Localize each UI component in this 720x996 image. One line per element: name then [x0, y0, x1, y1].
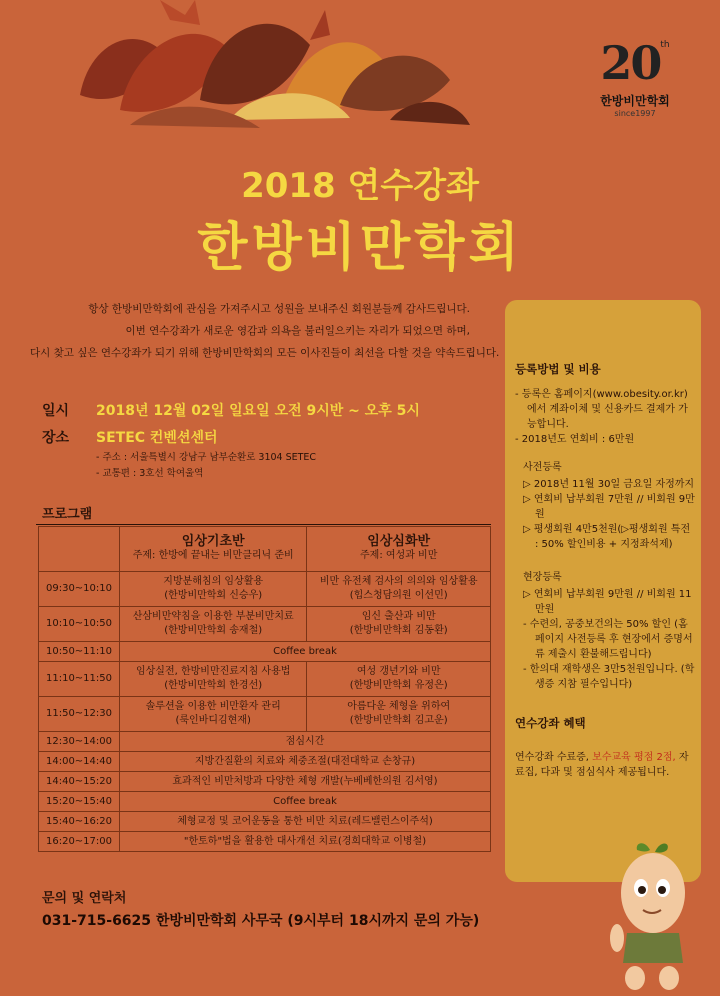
schedule-session [307, 572, 491, 607]
schedule-session-full: "한토하"법을 활용한 대사개선 치료(경희대학교 이병철) [120, 832, 491, 852]
schedule-row [39, 752, 491, 772]
column-title: 임상심화반 [367, 534, 431, 549]
page-title: 한방비만학회 [197, 218, 523, 278]
benefit-text [515, 750, 695, 780]
venue-address: - 주소 : 서울특별시 강남구 남부순환로 3104 SETEC [96, 452, 317, 463]
intro-line: 다시 찾고 싶은 연수강좌가 되기 위해 한방비만학회의 모든 이사진들이 최선을 다할 것을 약속드립니다. [30, 347, 500, 359]
schedule-session [307, 607, 491, 642]
date-value: 2018년 12월 02일 일요일 오전 9시반 ~ 오후 5시 [96, 403, 420, 419]
session-speaker: (한방비만학회 신승우) [164, 590, 263, 601]
schedule-time: 15:20~15:40 [39, 792, 120, 812]
intro-paragraph [30, 298, 500, 364]
schedule-row [39, 812, 491, 832]
schedule-session-full: 체형교정 및 코어운동을 통한 비만 치료(레드밸런스이주석) [120, 812, 491, 832]
logo-since: since1997 [614, 109, 656, 118]
autumn-leaves-illustration [60, 0, 480, 135]
schedule-time: 12:30~14:00 [39, 732, 120, 752]
info-line: ▷ 연회비 납부회원 9만원 // 비회원 11만원 [523, 589, 692, 615]
schedule-session [120, 662, 307, 697]
session-speaker: (룩인바디김현재) [175, 715, 251, 726]
session-speaker: (한방비만학회 유정은) [349, 680, 448, 691]
logo-suffix: th [660, 40, 670, 50]
venue-transit: - 교통편 : 3호선 학여울역 [96, 468, 204, 479]
intro-line: 항상 한방비만학회에 관심을 가져주시고 성원을 보내주신 회원분들께 감사드립니다. [88, 303, 470, 315]
column-header-basic [120, 527, 307, 572]
benefit-text-part: 자료집, 다과 및 점심식사 제공됩니다. [515, 752, 689, 778]
schedule-session [307, 662, 491, 697]
schedule-session-full: Coffee break [120, 792, 491, 812]
session-title: 솔루션을 이용한 비만환자 관리 [145, 701, 281, 712]
info-line: ▷ 연회비 납부회원 7만원 // 비회원 9만원 [523, 494, 695, 520]
schedule-time: 09:30~10:10 [39, 572, 120, 607]
schedule-row [39, 572, 491, 607]
contact-value: 031-715-6625 한방비만학회 사무국 (9시부터 18시까지 문의 가능) [42, 913, 480, 929]
schedule-body [39, 572, 491, 852]
schedule-session [120, 572, 307, 607]
time-header [39, 527, 120, 572]
session-speaker: (힙스청담의원 이선민) [349, 590, 448, 601]
session-title: 아름다운 체형을 위하여 [347, 701, 451, 712]
logo-number: 20 [600, 36, 661, 90]
schedule-time: 10:10~10:50 [39, 607, 120, 642]
schedule-time: 11:50~12:30 [39, 697, 120, 732]
venue-details [96, 450, 316, 482]
onsite-registration-heading: 현장등록 [523, 572, 562, 583]
schedule-session-full: Coffee break [120, 642, 491, 662]
schedule-session-full: 점심시간 [120, 732, 491, 752]
session-speaker: (한방비만학회 한경선) [164, 680, 263, 691]
info-line: - 등록은 홈페이지(www.obesity.or.kr)에서 계좌이체 및 신용카드 결제가 가능합니다. [515, 389, 688, 430]
schedule-session-full: 지방간질환의 치료와 체중조절(대전대학교 손창규) [120, 752, 491, 772]
schedule-time: 16:20~17:00 [39, 832, 120, 852]
program-divider [36, 524, 491, 525]
schedule-time: 14:40~15:20 [39, 772, 120, 792]
venue-label: 장소 [42, 430, 70, 446]
schedule-session [120, 697, 307, 732]
session-speaker: (한방비만학회 김동환) [349, 625, 448, 636]
schedule-row [39, 792, 491, 812]
info-line: - 수련의, 공중보건의는 50% 할인 (홈페이지 사전등록 후 현장에서 증명서류 제출시 환불해드립니다) [523, 619, 693, 660]
column-title: 임상기초반 [181, 534, 245, 549]
schedule-row [39, 832, 491, 852]
session-speaker: (한방비만학회 송재철) [164, 625, 263, 636]
schedule-time: 11:10~11:50 [39, 662, 120, 697]
program-schedule-table [38, 526, 491, 852]
schedule-session-full: 효과적인 비만처방과 다양한 체형 개발(누베베한의원 김서영) [120, 772, 491, 792]
registration-sidebar [505, 300, 701, 882]
info-line: - 2018년도 연회비 : 6만원 [515, 434, 635, 445]
session-title: 지방분해침의 임상활용 [163, 576, 264, 587]
title-year-line: 2018 연수강좌 [241, 166, 479, 206]
society-20th-logo [585, 36, 685, 130]
schedule-row [39, 732, 491, 752]
schedule-row [39, 642, 491, 662]
info-line: ▷ 2018년 11월 30일 금요일 자정까지 [523, 479, 695, 490]
venue-value: SETEC 컨벤션센터 [96, 430, 218, 446]
pre-registration-heading: 사전등록 [523, 462, 562, 473]
logo-name: 한방비만학회 [600, 94, 670, 108]
ginseng-mascot-illustration [605, 838, 705, 993]
onsite-registration-info [523, 587, 695, 692]
session-title: 임신 출산과 비만 [361, 611, 436, 622]
info-line: ▷ 평생회원 4만5천원(▷평생회원 특전 : 50% 할인비용 + 지정좌석제) [523, 524, 691, 550]
schedule-time: 15:40~16:20 [39, 812, 120, 832]
schedule-row [39, 607, 491, 642]
session-title: 임상실전, 한방비만진료지침 사용법 [135, 666, 291, 677]
intro-line: 이번 연수강좌가 새로운 영감과 의욕을 불러일으키는 자리가 되었으면 하며, [125, 325, 470, 337]
benefit-text-part: 연수강좌 수료증, [515, 752, 593, 763]
schedule-session [307, 697, 491, 732]
column-subtitle: 주제: 한방에 끝내는 비만클리닉 준비 [132, 550, 294, 561]
session-title: 산삼비만약침을 이용한 부분비만치료 [132, 611, 294, 622]
registration-info [515, 387, 695, 447]
column-subtitle: 주제: 여성과 비만 [360, 550, 438, 561]
column-header-advanced [307, 527, 491, 572]
schedule-session [120, 607, 307, 642]
schedule-time: 14:00~14:40 [39, 752, 120, 772]
session-title: 여성 갱년기와 비만 [356, 666, 441, 677]
benefit-highlight: 보수교육 평점 2점, [592, 752, 676, 763]
info-line: - 한의대 재학생은 3만5천원입니다. (학생증 지참 필수입니다) [523, 664, 695, 690]
program-label: 프로그램 [42, 507, 93, 522]
contact-label: 문의 및 연락처 [42, 891, 127, 906]
schedule-row [39, 697, 491, 732]
session-speaker: (한방비만학회 김고운) [349, 715, 448, 726]
schedule-row [39, 772, 491, 792]
session-title: 비만 유전체 검사의 의의와 임상활용 [319, 576, 478, 587]
benefit-heading: 연수강좌 혜택 [515, 716, 586, 730]
date-label: 일시 [42, 403, 70, 419]
registration-heading: 등록방법 및 비용 [515, 362, 601, 376]
schedule-row [39, 662, 491, 697]
pre-registration-info [523, 477, 695, 552]
schedule-time: 10:50~11:10 [39, 642, 120, 662]
